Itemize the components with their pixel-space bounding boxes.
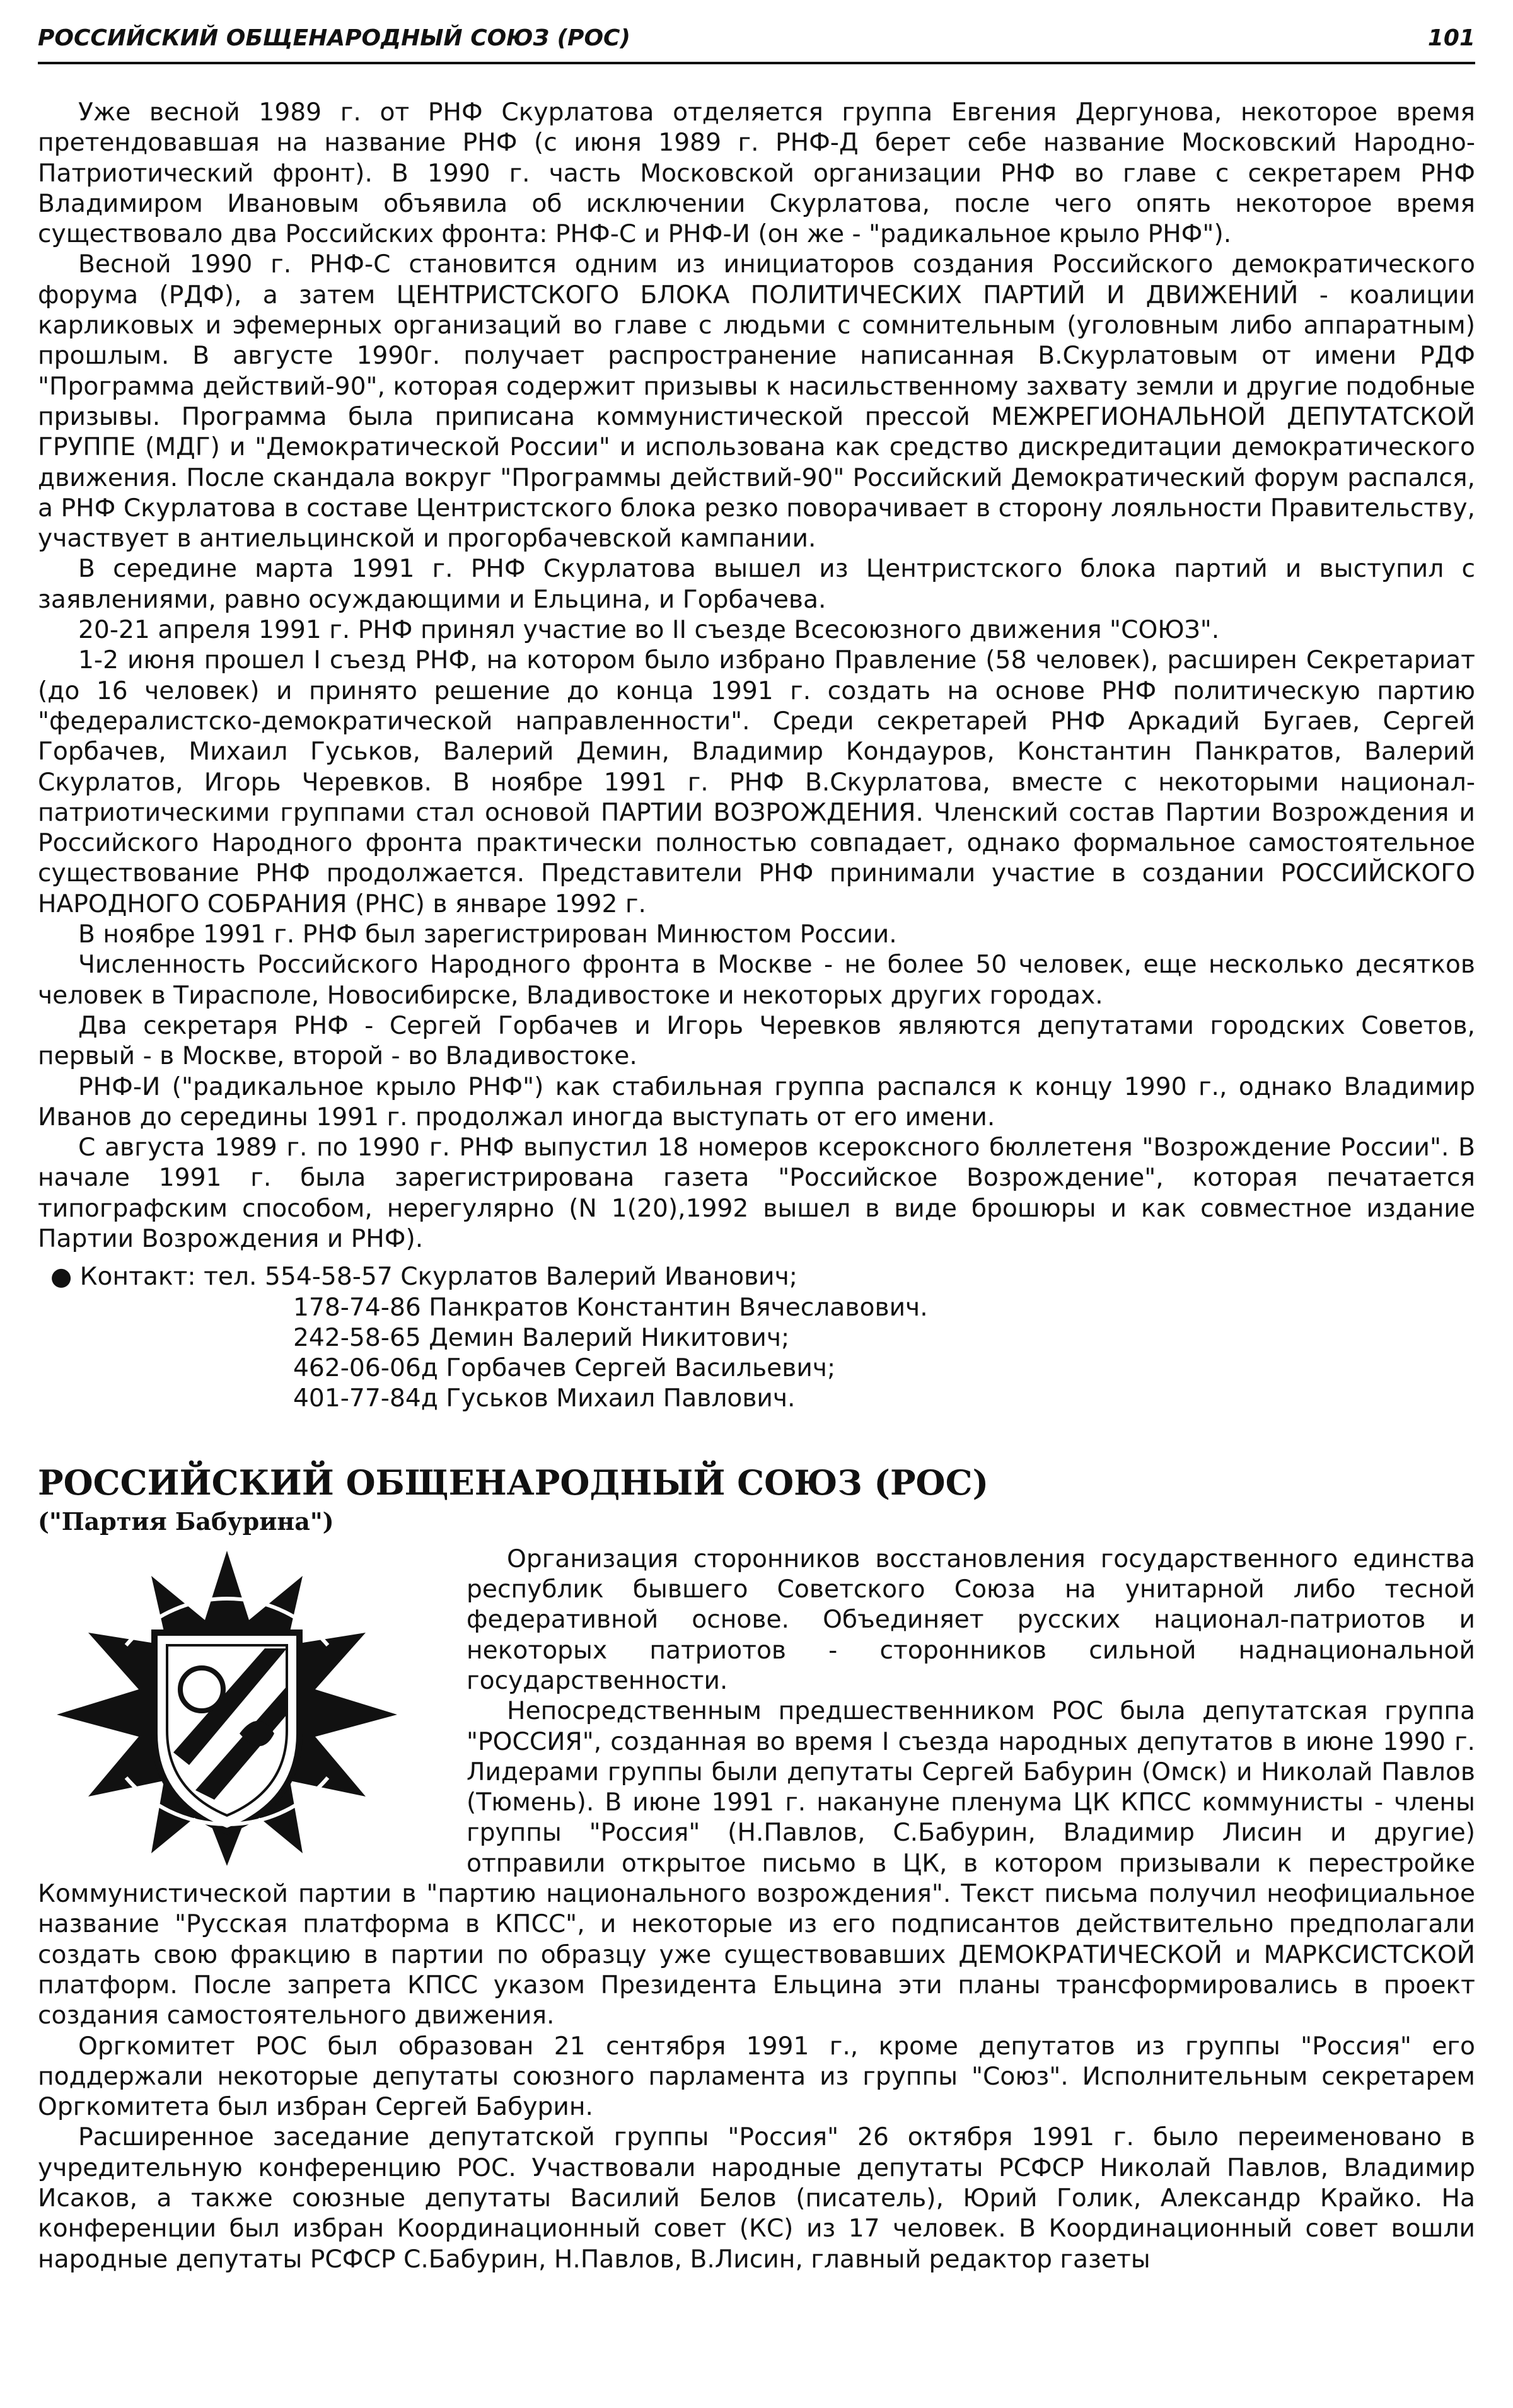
contact-line: 462-06-06д Горбачев Сергей Васильевич; (293, 1354, 836, 1383)
contact-block (38, 1262, 1475, 1414)
header-title: РОССИЙСКИЙ ОБЩЕНАРОДНЫЙ СОЮЗ (РОС) (38, 25, 630, 51)
paragraph: С августа 1989 г. по 1990 г. РНФ выпустил 18 номеров ксероксного бюллетеня "Возрождение России". В начале 1991 г. была зарегистрирована газета "Российское Возрождение", которая печатается типографским способом, нерегулярно (N 1(20),1992 вышел в виде брошюры и как совместное издание Партии Возрождения и РНФ). (38, 1133, 1475, 1253)
paragraph: Уже весной 1989 г. от РНФ Скурлатова отделяется группа Евгения Дергунова, некоторое время претендовавшая на название РНФ (с июня 1989 г. РНФ-Д берет себе название Московский Народно-Патриотический фронт). В 1990 г. часть Московской организации РНФ во главе с секретарем РНФ Владимиром Ивановым объявила об исключении Скурлатова, после чего опять некоторое время существовало два Российских фронта: РНФ-С и РНФ-И (он же - "радикальное крыло РНФ"). (38, 98, 1475, 249)
party-emblem-icon (38, 1544, 416, 1872)
running-header (38, 18, 1475, 64)
paragraph: Численность Российского Народного фронта в Москве - не более 50 человек, еще несколько десятков человек в Тирасполе, Новосибирске, Владивостоке и некоторых других городах. (38, 951, 1475, 1010)
paragraph: Непосредственным предшественником РОС была депутатская группа "РОССИЯ", созданная во время I съезда народных депутатов в июне 1990 г. Лидерами группы были депутаты Сергей Бабурин (Омск) и Николай Павлов (Тюмень). В июне 1991 г. накануне пленума ЦК КПСС коммунисты - члены группы "Россия" (Н.Павлов, С.Бабурин, Владимир Лисин и другие) отправили открытое письмо в ЦК, в котором призывали к перестройке Коммунистической партии в "партию национального возрождения". Текст письма получил неофициальное название "Русская платформа в КПСС", и некоторые из его подписантов действительно предполагали создать свою фракцию в партии по образцу уже существовавших ДЕМОКРАТИЧЕСКОЙ и МАРКСИСТСКОЙ платформ. После запрета КПСС указом Президента Ельцина эти планы трансформировались в проект создания самостоятельного движения. (38, 1697, 1475, 2030)
paragraph: В середине марта 1991 г. РНФ Скурлатова вышел из Центристского блока партий и выступил с заявлениями, равно осуждающими и Ельцина, и Горбачева. (38, 555, 1475, 614)
paragraph: 1-2 июня прошел I съезд РНФ, на котором было избрано Правление (58 человек), расширен Секретариат (до 16 человек) и принято решение до конца 1991 г. создать на основе РНФ политическую партию "федералистско-демократической направленности". Среди секретарей РНФ Аркадий Бугаев, Сергей Горбачев, Михаил Гуськов, Валерий Демин, Владимир Кондауров, Константин Панкратов, Валерий Скурлатов, Игорь Черевков. В ноябре 1991 г. РНФ В.Скурлатова, вместе с некоторыми национал-патриотическими группами стал основой ПАРТИИ ВОЗРОЖДЕНИЯ. Членский состав Партии Возрождения и Российского Народного фронта практически полностью совпадает, однако формальное самостоятельное существование РНФ продолжается. Представители РНФ принимали участие в создании РОССИЙСКОГО НАРОДНОГО СОБРАНИЯ (РНС) в январе 1992 г. (38, 646, 1475, 918)
section-title: РОССИЙСКИЙ ОБЩЕНАРОДНЫЙ СОЮЗ (РОС) (38, 1462, 989, 1503)
paragraph: Весной 1990 г. РНФ-С становится одним из инициаторов создания Российского демократического форума (РДФ), а затем ЦЕНТРИСТСКОГО БЛОКА ПОЛИТИЧЕСКИХ ПАРТИЙ И ДВИЖЕНИЙ - коалиции карликовых и эфемерных организаций во главе с людьми с сомнительным (уголовным либо аппаратным) прошлым. В августе 1990г. получает распространение написанная В.Скурлатовым от имени РДФ "Программа действий-90", которая содержит призывы к насильственному захвату земли и другие подобные призывы. Программа была приписана коммунистической прессой МЕЖРЕГИОНАЛЬНОЙ ДЕПУТАТСКОЙ ГРУППЕ (МДГ) и "Демократической России" и использована как средство дискредитации демократического движения. После скандала вокруг "Программы действий-90" Российский Демократический форум распался, а РНФ Скурлатова в составе Центристского блока резко поворачивает в сторону лояльности Правительству, участвует в антиельцинской и прогорбачевской кампании. (38, 250, 1475, 553)
contact-line: 401-77-84д Гуськов Михаил Павлович. (293, 1384, 796, 1413)
paragraph: 20-21 апреля 1991 г. РНФ принял участие во II съезде Всесоюзного движения "СОЮЗ". (78, 616, 1220, 645)
contact-line: 178-74-86 Панкратов Константин Вячеславович. (293, 1293, 928, 1322)
paragraph: Оргкомитет РОС был образован 21 сентября 1991 г., кроме депутатов из группы "Россия" его поддержали некоторые депутаты союзного парламента из группы "Союз". Исполнительным секретарем Оргкомитета был избран Сергей Бабурин. (38, 2032, 1475, 2122)
page-body (38, 98, 1475, 2275)
contact-label: ● Контакт: тел. 554-58-57 Скурлатов Валерий Иванович; (50, 1263, 798, 1292)
paragraph: Расширенное заседание депутатской группы "Россия" 26 октября 1991 г. было переименовано в учредительную конференцию РОС. Участвовали народные депутаты РСФСР Николай Павлов, Владимир Исаков, а также союзные депутаты Василий Белов (писатель), Юрий Голик, Александр Крайко. На конференции был избран Координационный совет (КС) из 17 человек. В Координационный совет вошли народные депутаты РСФСР С.Бабурин, Н.Павлов, В.Лисин, главный редактор газеты (38, 2123, 1475, 2274)
contact-line: 242-58-65 Демин Валерий Никитович; (293, 1323, 790, 1352)
paragraph: РНФ-И ("радикальное крыло РНФ") как стабильная группа распался к концу 1990 г., однако Владимир Иванов до середины 1991 г. продолжал иногда выступать от его имени. (38, 1072, 1475, 1132)
paragraph: В ноябре 1991 г. РНФ был зарегистрирован Минюстом России. (78, 920, 897, 949)
paragraph: Два секретаря РНФ - Сергей Горбачев и Игорь Черевков являются депутатами городских Советов, первый - в Москве, второй - во Владивостоке. (38, 1011, 1475, 1071)
section-subtitle: ("Партия Бабурина") (38, 1507, 334, 1536)
page-number: 101 (1427, 25, 1475, 51)
paragraph: Организация сторонников восстановления государственного единства республик бывшего Советского Союза на унитарной либо тесной федеративной основе. Объединяет русских национал-патриотов и некоторых патриотов - сторонников сильной наднациональной государственности. (467, 1544, 1475, 1695)
